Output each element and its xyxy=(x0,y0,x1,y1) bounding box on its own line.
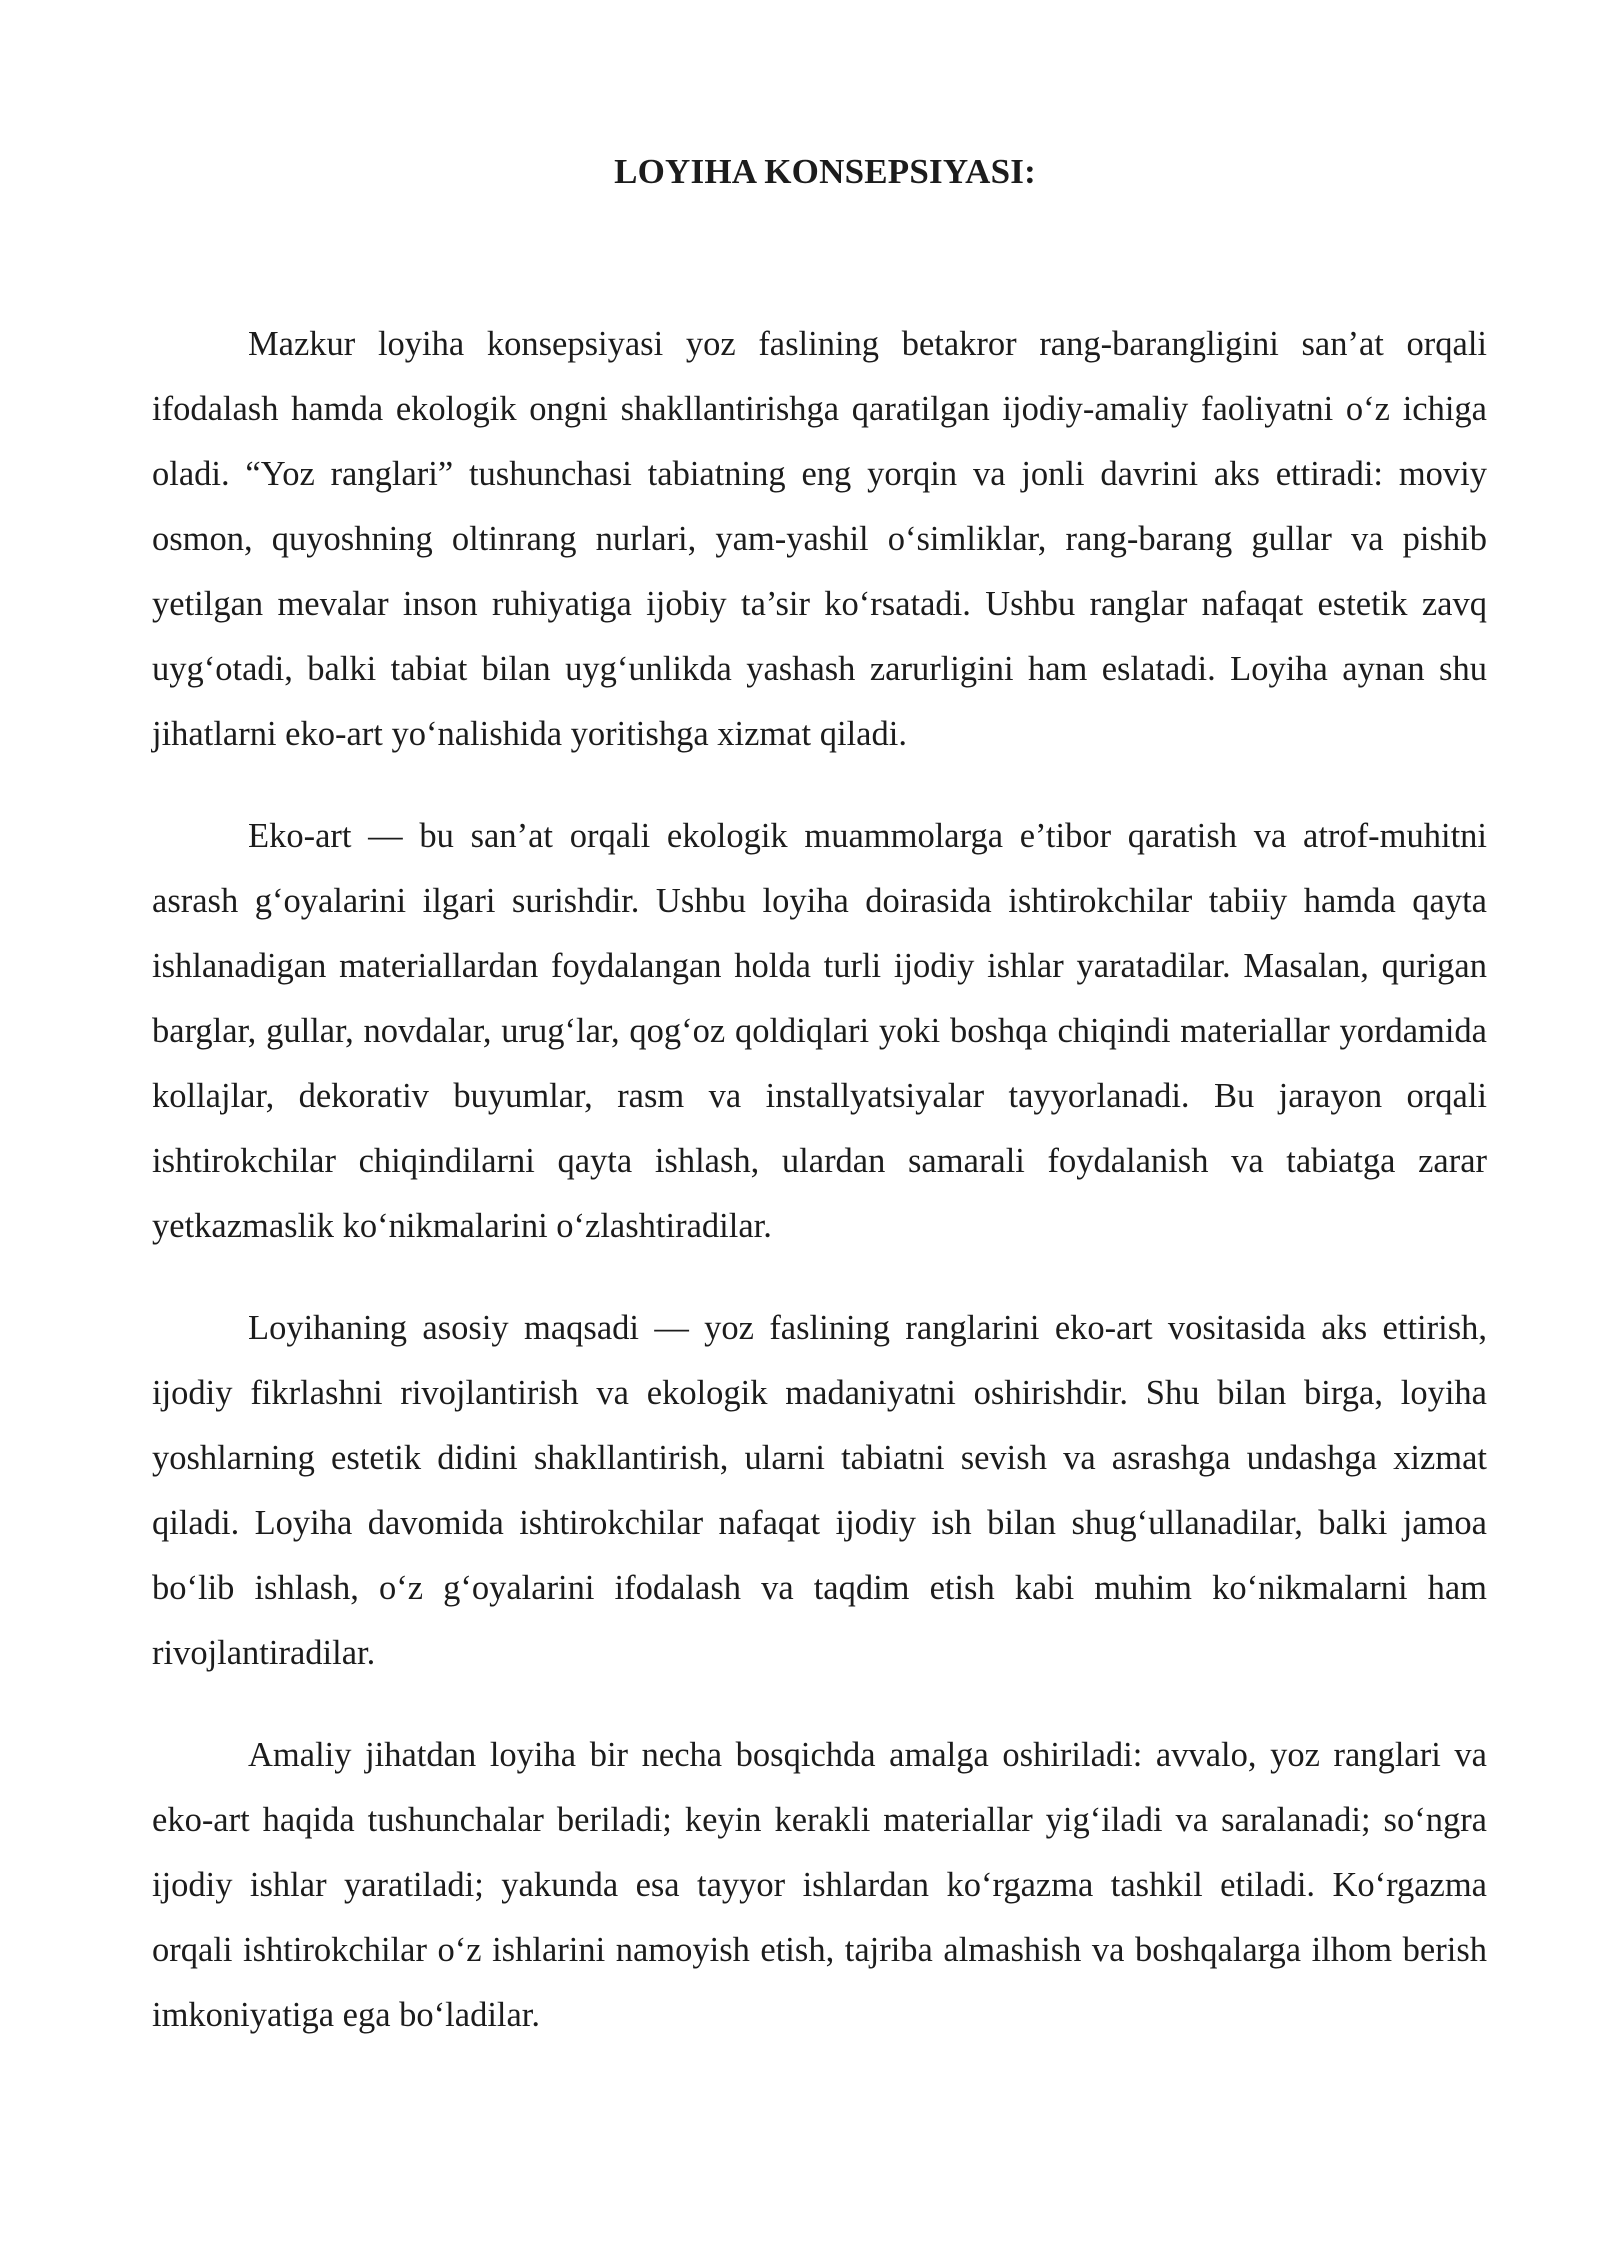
document-title: LOYIHA KONSEPSIYASI: xyxy=(614,152,1036,191)
paragraph-4: Amaliy jihatdan loyiha bir necha bosqichda amalga oshiriladi: avvalo, yoz ranglari va eko-art haqida tushunchalar beriladi; keyin kerakli materiallar yig‘iladi va saralanadi; so‘ngra ijodiy ishlar yaratiladi; yakunda esa tayyor ishlardan ko‘rgazma tashkil etiladi. Ko‘rgazma orqali ishtirokchilar o‘z ishlarini namoyish etish, tajriba almashish va boshqalarga ilhom berish imkoniyatiga ega bo‘ladilar. xyxy=(152,1736,1487,2034)
paragraph-1: Mazkur loyiha konsepsiyasi yoz faslining betakror rang-barangligini san’at orqali ifodalash hamda ekologik ongni shakllantirishga qaratilgan ijodiy-amaliy faoliyatni o‘z ichiga oladi. “Yoz ranglari” tushunchasi tabiatning eng yorqin va jonli davrini aks ettiradi: moviy osmon, quyoshning oltinrang nurlari, yam-yashil o‘simliklar, rang-barang gullar va pishib yetilgan mevalar inson ruhiyatiga ijobiy ta’sir ko‘rsatadi. Ushbu ranglar nafaqat estetik zavq uyg‘otadi, balki tabiat bilan uyg‘unlikda yashash zarurligini ham eslatadi. Loyiha aynan shu jihatlarni eko-art yo‘nalishida yoritishga xizmat qiladi. xyxy=(152,325,1487,753)
paragraph-3: Loyihaning asosiy maqsadi — yoz faslining ranglarini eko-art vositasida aks ettirish, ijodiy fikrlashni rivojlantirish va ekologik madaniyatni oshirishdir. Shu bilan birga, loyiha yoshlarning estetik didini shakllantirish, ularni tabiatni sevish va asrashga undashga xizmat qiladi. Loyiha davomida ishtirokchilar nafaqat ijodiy ish bilan shug‘ullanadilar, balki jamoa bo‘lib ishlash, o‘z g‘oyalarini ifodalash va taqdim etish kabi muhim ko‘nikmalarni ham rivojlantiradilar. xyxy=(152,1309,1487,1672)
document-body xyxy=(152,312,1487,2085)
paragraph-2: Eko-art — bu san’at orqali ekologik muammolarga e’tibor qaratish va atrof-muhitni asrash g‘oyalarini ilgari surishdir. Ushbu loyiha doirasida ishtirokchilar tabiiy hamda qayta ishlanadigan materiallardan foydalangan holda turli ijodiy ishlar yaratadilar. Masalan, qurigan barglar, gullar, novdalar, urug‘lar, qog‘oz qoldiqlari yoki boshqa chiqindi materiallar yordamida kollajlar, dekorativ buyumlar, rasm va installyatsiyalar tayyorlanadi. Bu jarayon orqali ishtirokchilar chiqindilarni qayta ishlash, ulardan samarali foydalanish va tabiatga zarar yetkazmaslik ko‘nikmalarini o‘zlashtiradilar. xyxy=(152,817,1487,1245)
